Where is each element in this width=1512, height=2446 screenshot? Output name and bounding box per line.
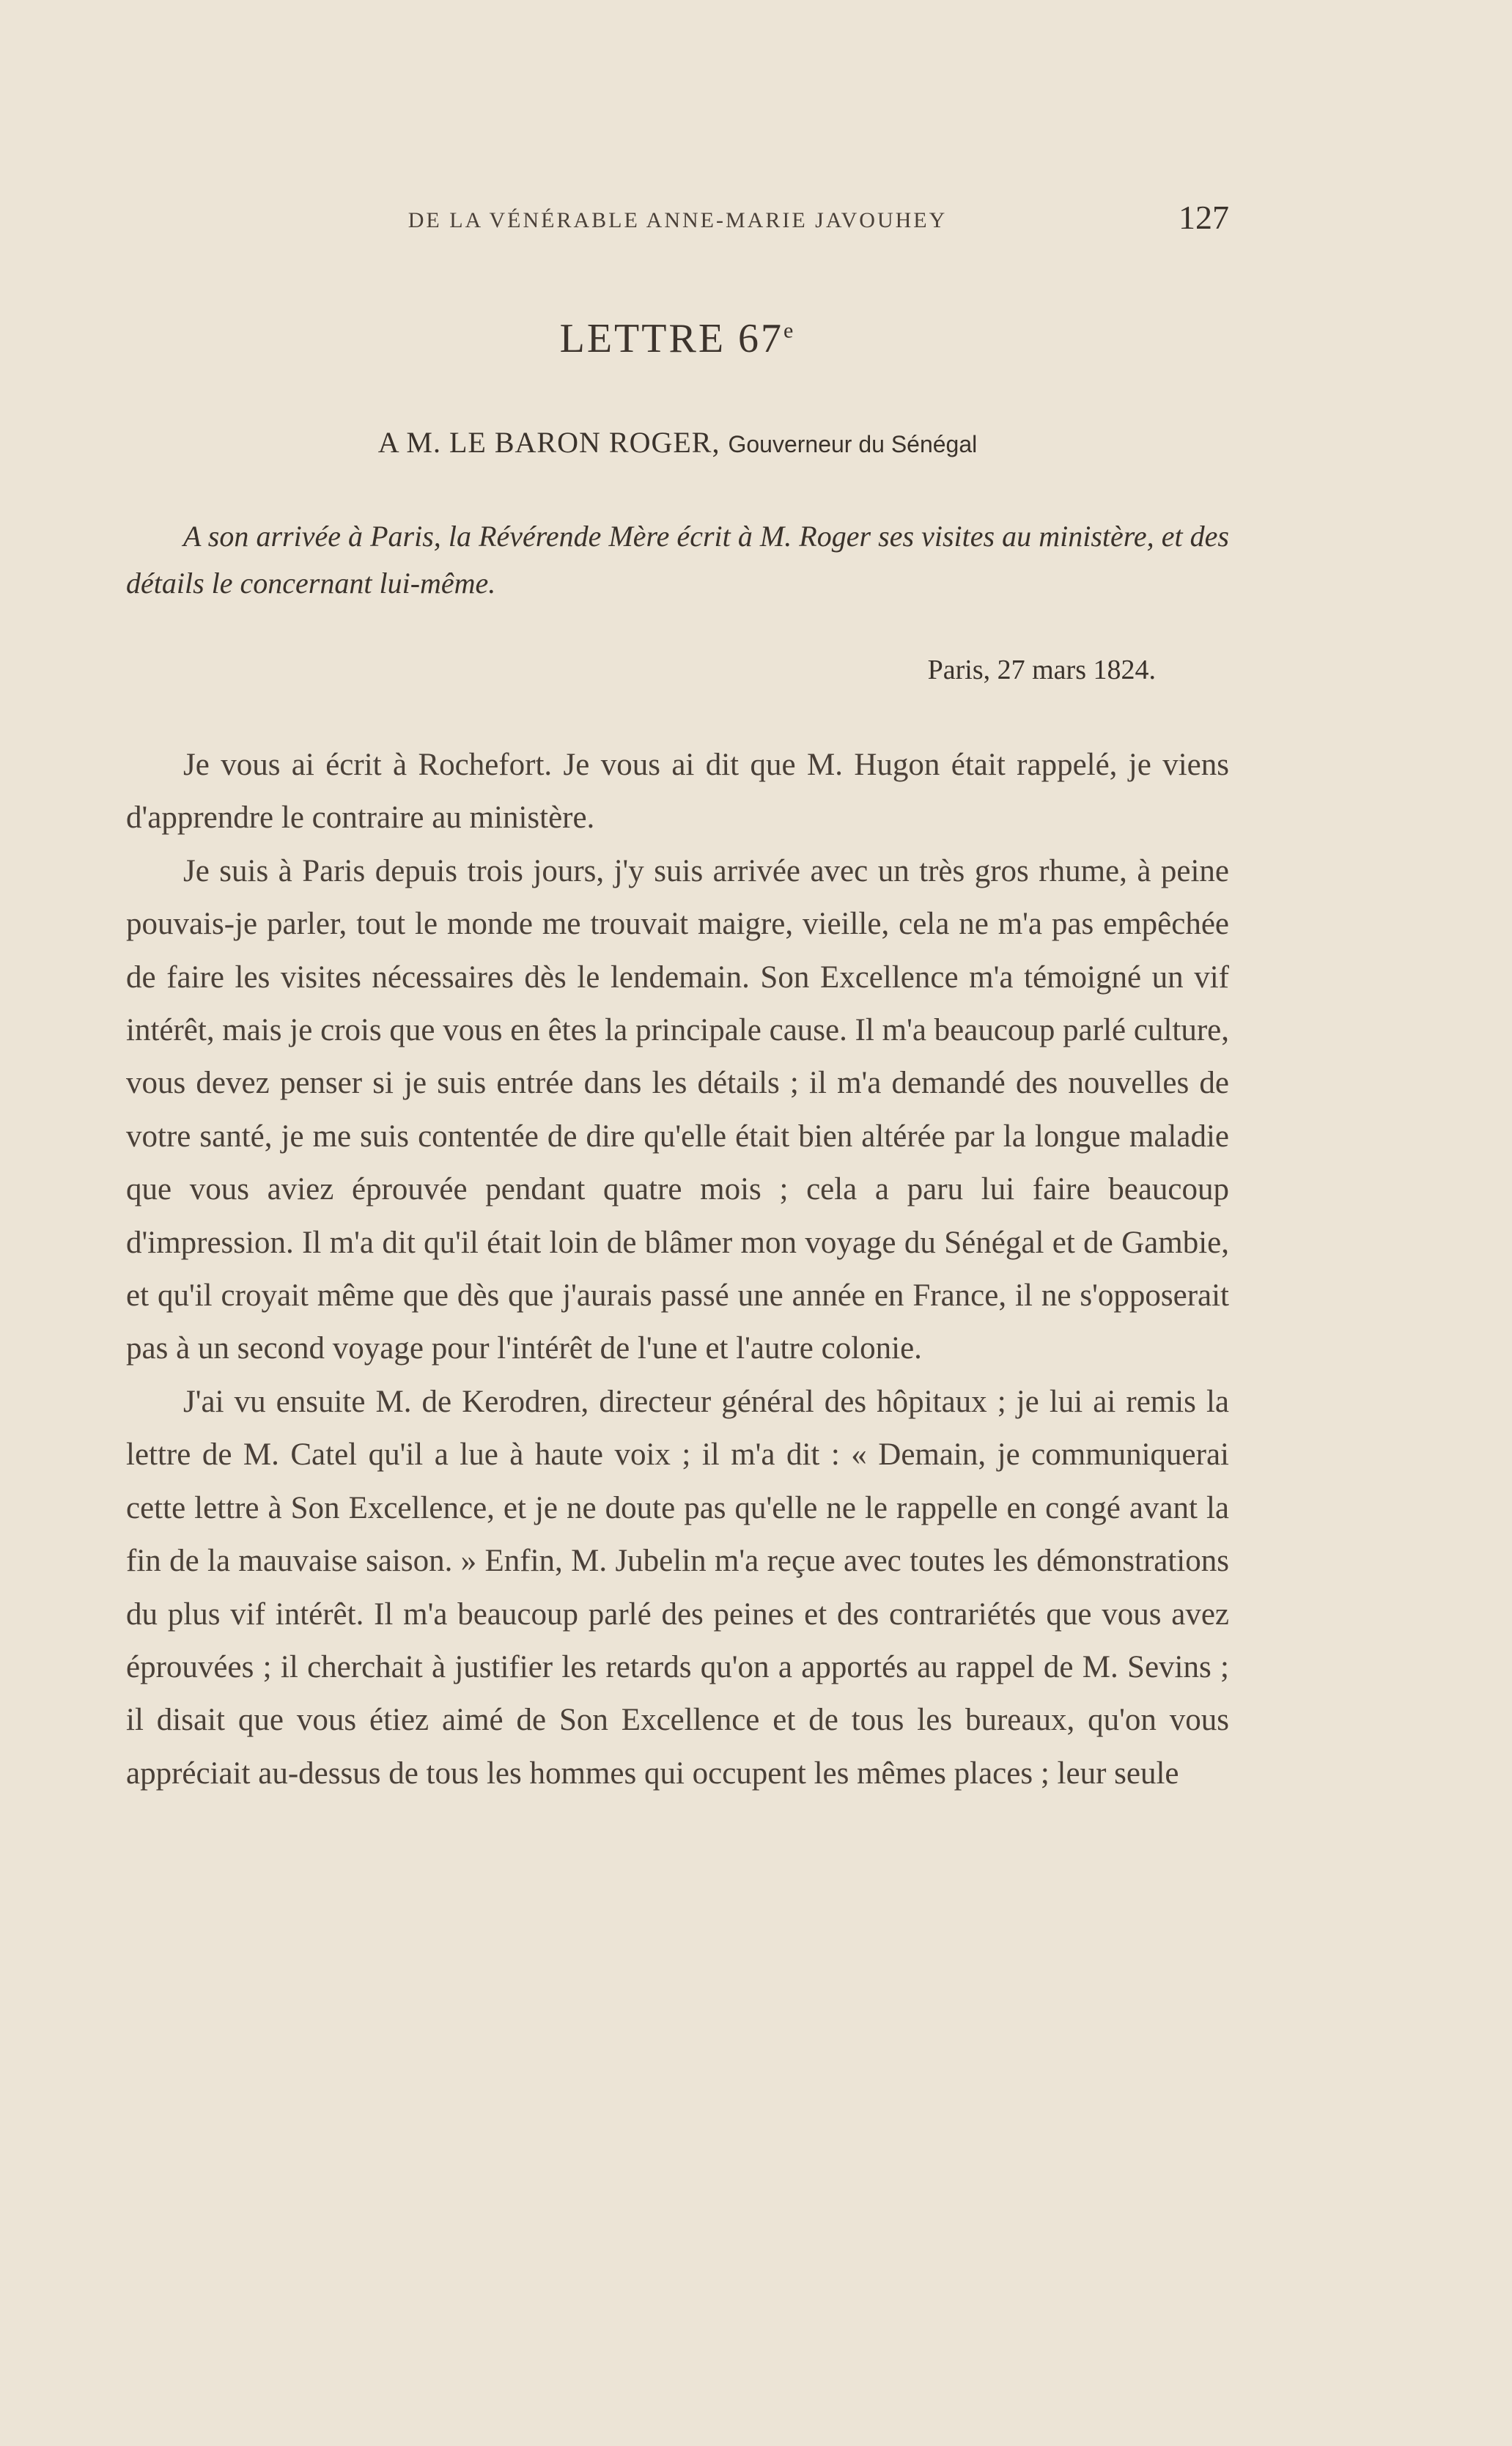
- dateline: Paris, 27 mars 1824.: [927, 655, 1156, 685]
- letter-title-suffix: e: [783, 318, 796, 343]
- letter-title: [126, 315, 1229, 362]
- addressee: [126, 425, 1229, 460]
- running-title: DE LA VÉNÉRABLE ANNE-MARIE JAVOUHEY: [407, 208, 948, 232]
- body-paragraph: Je suis à Paris depuis trois jours, j'y suis arrivée avec un très gros rhume, à peine pouvais-je parler, tout le monde me trouvait maigre, vieille, cela ne m'a pas empêchée de faire les visites nécessaires dès le lendemain. Son Excellence m'a témoigné un vif intérêt, mais je crois que vous en êtes la principale cause. Il m'a beaucoup parlé culture, vous devez penser si je suis entrée dans les détails ; il m'a demandé des nouvelles de votre santé, je me suis contentée de dire qu'elle était bien altérée par la longue maladie que vous aviez éprouvée pendant quatre mois ; cela a paru lui faire beaucoup d'impression. Il m'a dit qu'il était loin de blâmer mon voyage du Sénégal et de Gambie, et qu'il croyait même que dès que j'aurais passé une année en France, il ne s'opposerait pas à un second voyage pour l'intérêt de l'une et l'autre colonie.: [126, 853, 1229, 1366]
- letter-body: [126, 739, 1229, 1800]
- addressee-name: A M. LE BARON ROGER,: [377, 426, 720, 459]
- running-head: [126, 198, 1229, 242]
- body-paragraph: Je vous ai écrit à Rochefort. Je vous ai dit que M. Hugon était rappelé, je viens d'apprendre le contraire au ministère.: [126, 748, 1229, 836]
- letter-summary: A son arrivée à Paris, la Révérende Mère écrit à M. Roger ses visites au ministère, et des détails le concernant lui-même.: [126, 520, 1229, 600]
- body-paragraph: J'ai vu ensuite M. de Kerodren, directeur général des hôpitaux ; je lui ai remis la lettre de M. Catel qu'il a lue à haute voix ; il m'a dit : « Demain, je communiquerai cette lettre à Son Excellence, et je ne doute pas qu'elle ne le rappelle en congé avant la fin de la mauvaise saison. » Enfin, M. Jubelin m'a reçue avec toutes les démonstrations du plus vif intérêt. Il m'a beaucoup parlé des peines et des contrariétés que vous avez éprouvées ; il cherchait à justifier les retards qu'on a apportés au rappel de M. Sevins ; il disait que vous étiez aimé de Son Excellence et de tous les bureaux, qu'on vous appréciait au-dessus de tous les hommes qui occupent les mêmes places ; leur seule: [126, 1384, 1229, 1791]
- page-number: 127: [1179, 199, 1229, 236]
- letter-title-text: LETTRE 67: [559, 316, 784, 361]
- addressee-role: Gouverneur du Sénégal: [728, 431, 978, 457]
